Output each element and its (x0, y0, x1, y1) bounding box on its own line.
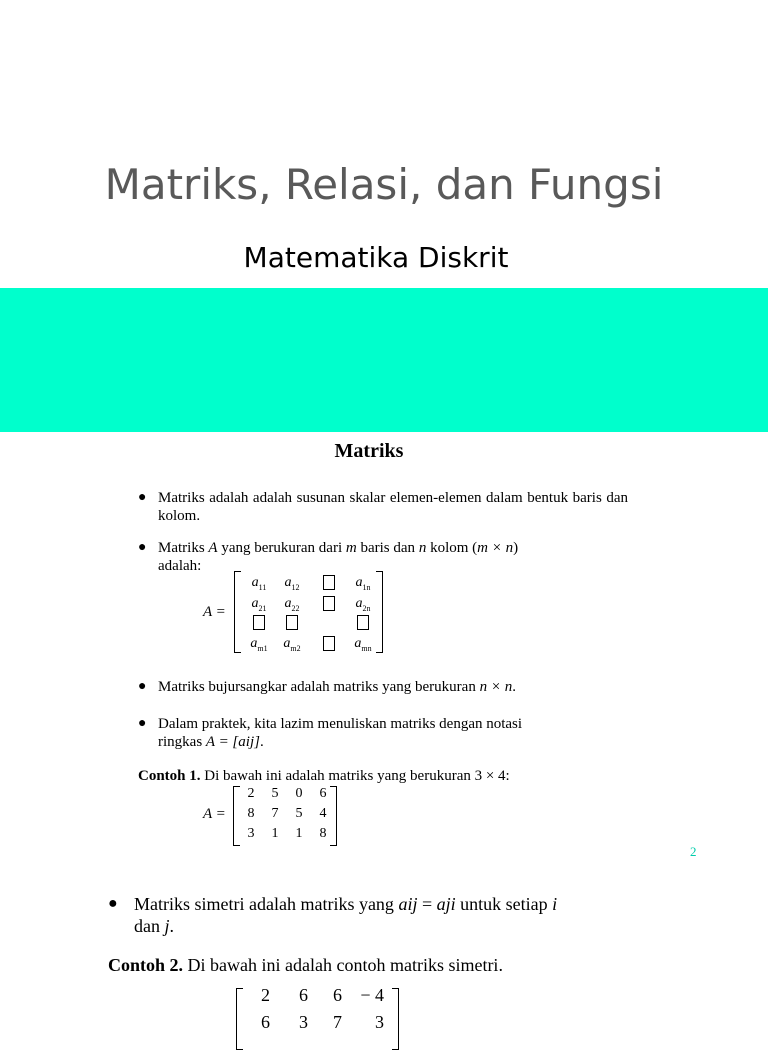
bullet-text: Matriks simetri adalah matriks yang aij = aji untuk setiap i dan j. (134, 894, 558, 936)
matrix1-cell: 4 (319, 806, 327, 821)
matrix-general-cell (314, 636, 344, 656)
matrix1-cell: 3 (247, 826, 255, 841)
matrix2-cell: 6 (299, 985, 308, 1005)
bullet-square (138, 678, 628, 696)
matrix1-cell: 8 (247, 806, 255, 821)
bullet-dot-icon: ● (108, 895, 118, 912)
matrix1-right-bracket (330, 786, 337, 846)
bullet-size (138, 539, 628, 575)
bullet-dot-icon: ● (138, 716, 147, 731)
matrix2-cell: − 4 (360, 985, 384, 1005)
bullet-text: Dalam praktek, kita lazim menuliskan matriks dengan notasi ringkas A = [aij]. (158, 716, 523, 750)
matrix-general-cell: $a_{12}$ (284, 575, 300, 592)
matrix1-left-bracket (233, 786, 240, 846)
bullet-definition (138, 489, 628, 525)
bullet-dot-icon: ● (138, 490, 147, 505)
matrix-general-cell (348, 615, 378, 635)
slide-subtitle: Matematika Diskrit (243, 241, 509, 274)
matrix2-cell: 6 (261, 1012, 270, 1032)
bullet-dot-icon: ● (138, 540, 147, 555)
bullet-symmetric (108, 893, 698, 937)
slide-title: Matriks, Relasi, dan Fungsi (104, 160, 664, 209)
matrix1-cell: 6 (319, 786, 327, 801)
matrix2-cell: 3 (299, 1012, 308, 1032)
matrix-left-bracket (234, 571, 241, 653)
matrix-general-cell: $a_{m1}$ (250, 636, 268, 653)
matrix1-label: A = (203, 806, 226, 822)
matrix1-cell: 5 (271, 786, 279, 801)
matrix-general-cell: $a_{22}$ (284, 596, 300, 613)
matrix1-cell: 1 (271, 826, 279, 841)
matrix-general-cell: $a_{21}$ (251, 596, 267, 613)
matrix-general-cell: $a_{m2}$ (283, 636, 301, 653)
matrix-general-cell: $a_{2n}$ (355, 596, 371, 613)
page-number: 2 (690, 844, 697, 859)
matrix1-cell: 2 (247, 786, 255, 801)
matrix-general-cell: $a_{mn}$ (354, 636, 372, 653)
matrix2-cell: 3 (375, 1012, 384, 1032)
matrix1-cell: 0 (295, 786, 303, 801)
missing-glyph-icon (323, 596, 335, 611)
matrix2-cell: 7 (333, 1012, 342, 1032)
matrix-general-cell (314, 575, 344, 595)
matrix2-cell: 2 (261, 985, 270, 1005)
missing-glyph-icon (357, 615, 369, 630)
matrix-general-cell: $a_{11}$ (251, 575, 267, 592)
example-2-caption: Contoh 2. Di bawah ini adalah contoh matriks simetri. (108, 955, 503, 975)
matrix2-right-bracket (392, 988, 399, 1050)
matrix-general-label: A = (203, 604, 226, 620)
accent-band (0, 288, 768, 432)
matrix1-cell: 1 (295, 826, 303, 841)
bullet-dot-icon: ● (138, 679, 147, 694)
bullet-text: Matriks A yang berukuran dari m baris dan n kolom (m × n) adalah: (158, 540, 519, 574)
missing-glyph-icon (253, 615, 265, 630)
matrix-general-cell: $a_{1n}$ (355, 575, 371, 592)
matrix2-cell: 6 (333, 985, 342, 1005)
matrix1-cell: 7 (271, 806, 279, 821)
bullet-notation (138, 715, 628, 751)
bullet-text: Matriks adalah adalah susunan skalar elemen-elemen dalam bentuk baris dan kolom. (158, 490, 628, 524)
section-heading: Matriks (334, 440, 404, 462)
example-1-caption: Contoh 1. Di bawah ini adalah matriks yang berukuran 3 × 4: (138, 768, 510, 784)
matrix-general-cell (244, 615, 274, 635)
matrix-general-cell (314, 596, 344, 616)
matrix-general-cell (277, 615, 307, 635)
bullet-text: Matriks bujursangkar adalah matriks yang berukuran n × n. (158, 679, 516, 695)
matrix1-cell: 8 (319, 826, 327, 841)
missing-glyph-icon (323, 636, 335, 651)
matrix1-cell: 5 (295, 806, 303, 821)
missing-glyph-icon (286, 615, 298, 630)
missing-glyph-icon (323, 575, 335, 590)
